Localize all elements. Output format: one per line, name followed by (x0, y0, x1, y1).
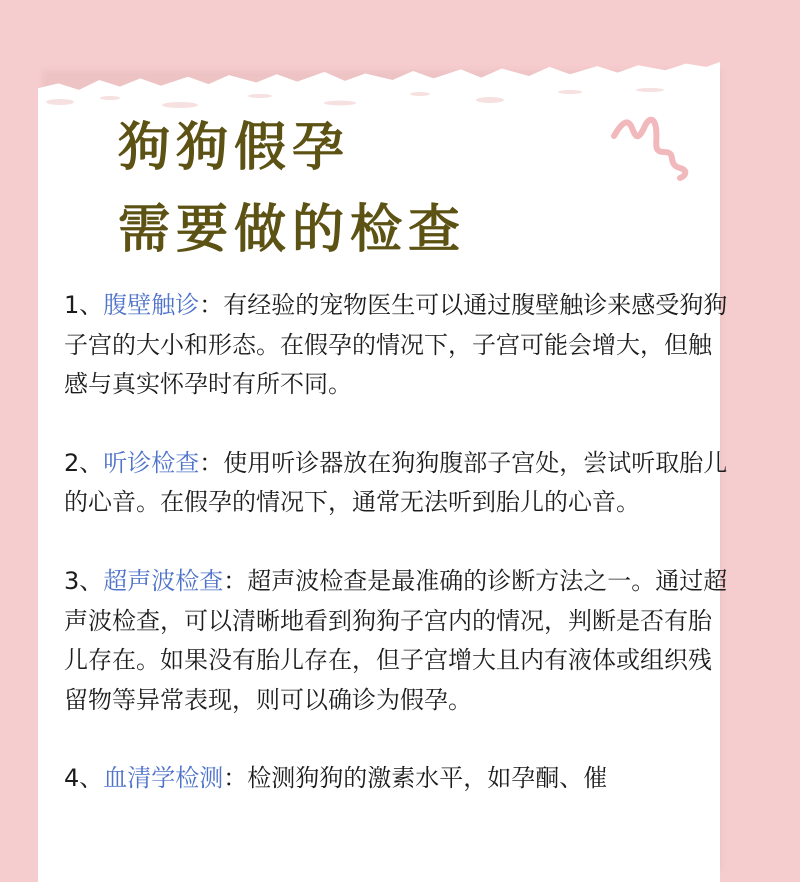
pink-squiggle-icon (608, 108, 698, 188)
section-number: 4、 (64, 764, 104, 793)
section-text: ：有经验的宠物医生可以通过腹壁触诊来感受狗狗子宫的大小和形态。在假孕的情况下，子宫可能会增大，但触感与真实怀孕时有所不同。 (64, 291, 728, 399)
title-line-1: 狗狗假孕 (118, 118, 351, 178)
section-text: ：超声波检查是最准确的诊断方法之一。通过超声波检查，可以清晰地看到狗狗子宫内的情况，判断是否有胎儿存在。如果没有胎儿存在，但子宫增大且内有液体或组织残留物等异常表现，则可以确诊为假孕。 (64, 566, 728, 714)
section-term: 血清学检测 (103, 764, 224, 793)
section-auscultation (64, 444, 728, 523)
section-number: 3、 (64, 566, 104, 595)
title-line-2: 需要做的检查 (118, 200, 467, 260)
section-number: 2、 (64, 448, 104, 477)
body-content (64, 286, 728, 838)
section-ultrasound (64, 562, 728, 720)
section-term: 腹壁触诊 (103, 291, 200, 319)
section-palpation (64, 286, 728, 405)
section-term: 超声波检查 (103, 566, 224, 595)
section-text: ：使用听诊器放在狗狗腹部子宫处，尝试听取胎儿的心音。在假孕的情况下，通常无法听到胎儿的心音。 (64, 448, 728, 517)
section-number: 1、 (64, 291, 104, 319)
section-term: 听诊检查 (103, 448, 200, 477)
section-serology (64, 759, 728, 799)
section-text: ：检测狗狗的激素水平，如孕酮、催 (223, 764, 608, 793)
